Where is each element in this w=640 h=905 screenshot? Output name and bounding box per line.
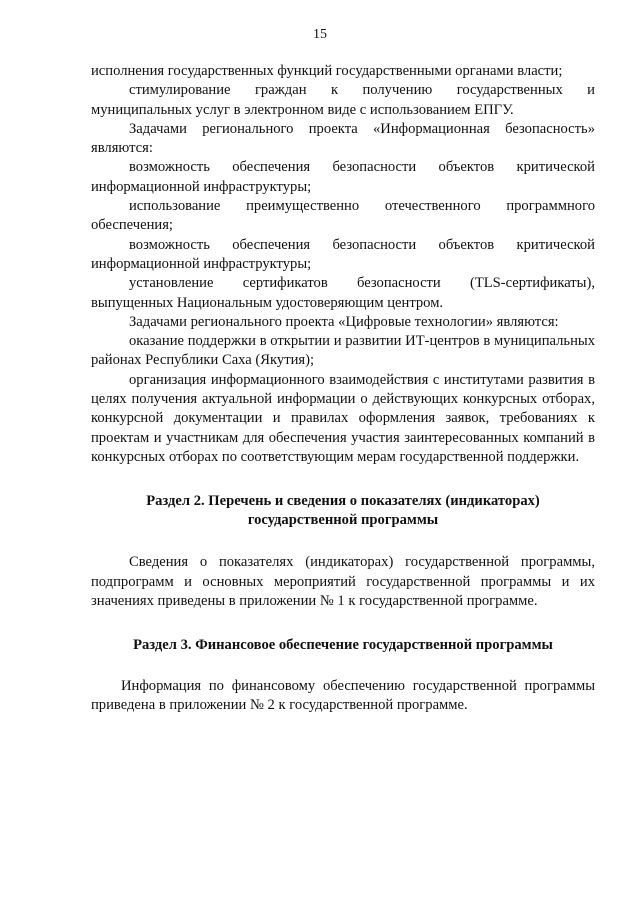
paragraph-item: использование преимущественно отечественного программного обеспечения; [91,198,595,234]
section-2-text: Сведения о показателях (индикаторах) государственной программы, подпрограмм и основных мероприятий государственной программы и их значениях приведены в приложении № 1 к государственной программе. [91,554,595,609]
paragraph-item: оказание поддержки в открытии и развитии ИТ-центров в муниципальных районах Республики Саха (Якутия); [91,333,595,369]
paragraph-task-intro: Задачами регионального проекта «Информационная безопасность» являются: [91,120,595,157]
section-2-heading: Раздел 2. Перечень и сведения о показателях (индикаторах) государственной программы [146,493,540,529]
paragraph-item: установление сертификатов безопасности (TLS-сертификаты), выпущенных Национальным удостоверяющим центром. [91,275,595,311]
paragraph-item: стимулирование граждан к получению государственных и муниципальных услуг в электронном виде с использованием ЕПГУ. [91,82,595,118]
paragraph-task-intro: Задачами регионального проекта «Цифровые технологии» являются: [129,313,559,330]
document-body [91,62,595,716]
page-number: 15 [313,27,327,42]
paragraph-item: возможность обеспечения безопасности объектов критической информационной инфраструктуры; [91,236,595,272]
section-3-heading: Раздел 3. Финансовое обеспечение государственной программы [133,637,553,654]
paragraph-continuation: исполнения государственных функций государственными органами власти; [91,63,563,79]
section-3-text: Информация по финансовому обеспечению государственной программы приведена в приложении № 2 к государственной программе. [91,678,595,714]
paragraph-item: организация информационного взаимодействия с институтами развития в целях получения актуальной информации о действующих конкурсных отборах, конкурсной документации и правилах оформления заявок, требованиях к проектам и участникам для обеспечения участия заинтересованных компаний в конкурсных отборах по соответствующим мерам государственной поддержки. [91,371,595,465]
paragraph-item: возможность обеспечения безопасности объектов критической информационной инфраструктуры; [91,159,595,195]
